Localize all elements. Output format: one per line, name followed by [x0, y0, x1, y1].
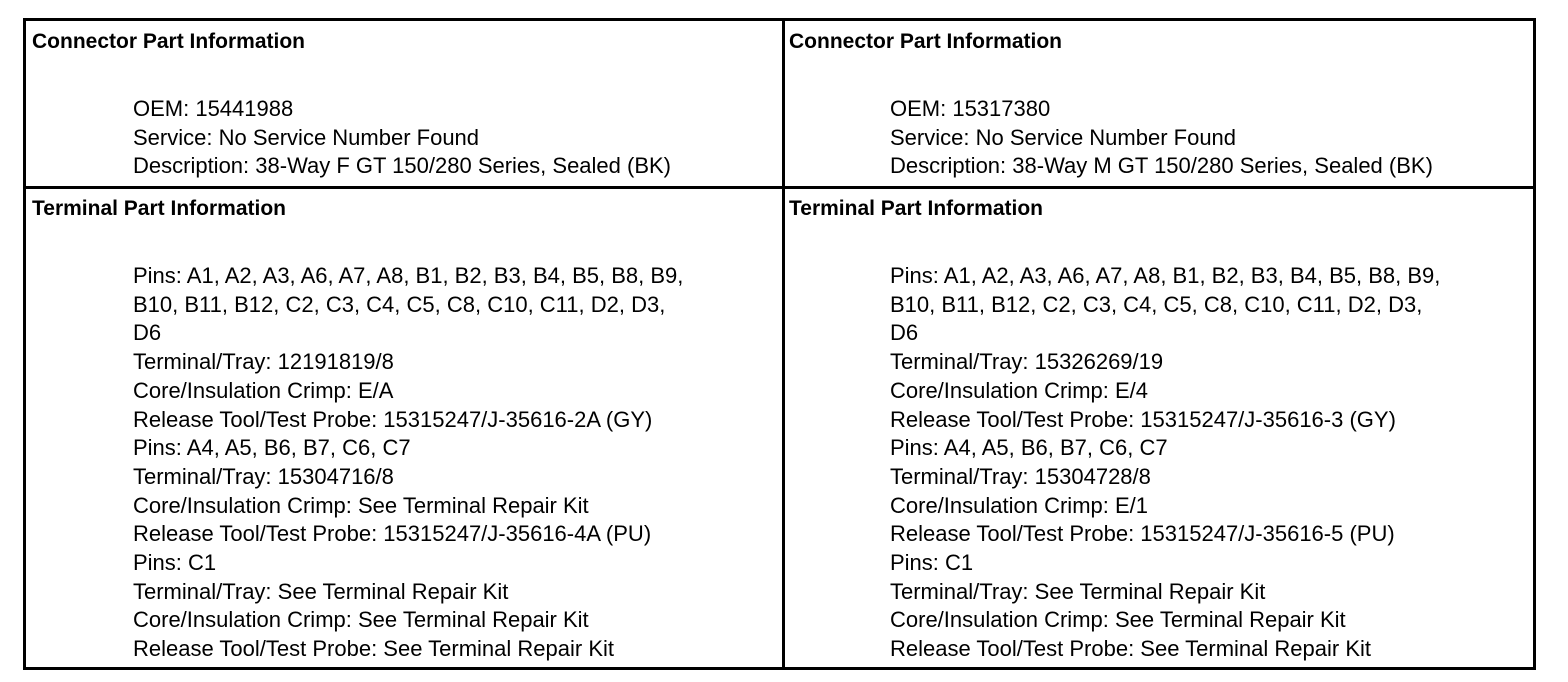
terminal-heading-left: Terminal Part Information: [32, 197, 286, 220]
description-left: Description: 38-Way F GT 150/280 Series, Sealed (BK): [133, 153, 672, 179]
service-number-right: Service: No Service Number Found: [890, 124, 1237, 150]
terminal-part-cell-right: [789, 195, 1529, 667]
terminal-line: Terminal/Tray: 15326269/19: [890, 349, 1164, 375]
connector-lines-left: [32, 95, 778, 181]
terminal-line: Terminal/Tray: 12191819/8: [133, 349, 394, 375]
oem-number-left: OEM: 15441988: [133, 96, 294, 121]
terminal-heading-right: Terminal Part Information: [789, 197, 1043, 220]
terminal-line: Core/Insulation Crimp: E/A: [133, 377, 394, 403]
row-divider: [26, 186, 1533, 189]
terminal-line: Release Tool/Test Probe: See Terminal Repair Kit: [890, 636, 1371, 662]
connector-heading-left: Connector Part Information: [32, 30, 306, 53]
column-divider: [782, 21, 785, 667]
terminal-line: Core/Insulation Crimp: See Terminal Repair Kit: [133, 607, 589, 633]
connector-part-cell-right: [789, 28, 1529, 183]
terminal-line: B10, B11, B12, C2, C3, C4, C5, C8, C10, C11, D2, D3,: [133, 291, 666, 317]
terminal-line: Core/Insulation Crimp: E/4: [890, 377, 1148, 403]
terminal-line: Release Tool/Test Probe: See Terminal Repair Kit: [133, 636, 614, 662]
terminal-line: D6: [890, 320, 919, 346]
terminal-line: Core/Insulation Crimp: See Terminal Repair Kit: [133, 492, 589, 518]
oem-number-right: OEM: 15317380: [890, 96, 1051, 121]
terminal-line: Terminal/Tray: 15304716/8: [133, 463, 394, 489]
terminal-line: Core/Insulation Crimp: E/1: [890, 492, 1148, 518]
terminal-line: Pins: C1: [890, 550, 974, 576]
terminal-line: B10, B11, B12, C2, C3, C4, C5, C8, C10, C11, D2, D3,: [890, 291, 1423, 317]
terminal-line: Release Tool/Test Probe: 15315247/J-35616-3 (GY): [890, 406, 1396, 432]
terminal-line: Pins: A4, A5, B6, B7, C6, C7: [133, 435, 411, 461]
connector-heading-right: Connector Part Information: [789, 30, 1063, 53]
description-right: Description: 38-Way M GT 150/280 Series, Sealed (BK): [890, 153, 1433, 179]
connector-lines-right: [789, 95, 1529, 181]
terminal-line: Release Tool/Test Probe: 15315247/J-35616-5 (PU): [890, 521, 1395, 547]
terminal-line: Core/Insulation Crimp: See Terminal Repair Kit: [890, 607, 1346, 633]
terminal-line: Pins: C1: [133, 550, 217, 576]
connector-part-cell-left: [32, 28, 778, 183]
terminal-line: Terminal/Tray: 15304728/8: [890, 463, 1151, 489]
terminal-line: D6: [133, 320, 162, 346]
terminal-lines-right: [789, 262, 1529, 664]
terminal-line: Pins: A4, A5, B6, B7, C6, C7: [890, 435, 1168, 461]
connector-info-table: [23, 18, 1536, 670]
terminal-line: Pins: A1, A2, A3, A6, A7, A8, B1, B2, B3, B4, B5, B8, B9,: [890, 263, 1441, 288]
terminal-line: Terminal/Tray: See Terminal Repair Kit: [133, 578, 509, 604]
terminal-line: Release Tool/Test Probe: 15315247/J-35616-2A (GY): [133, 406, 653, 432]
terminal-lines-left: [32, 262, 778, 664]
terminal-line: Terminal/Tray: See Terminal Repair Kit: [890, 578, 1266, 604]
terminal-line: Release Tool/Test Probe: 15315247/J-35616-4A (PU): [133, 521, 652, 547]
service-number-left: Service: No Service Number Found: [133, 124, 480, 150]
terminal-line: Pins: A1, A2, A3, A6, A7, A8, B1, B2, B3, B4, B5, B8, B9,: [133, 263, 684, 288]
terminal-part-cell-left: [32, 195, 778, 667]
